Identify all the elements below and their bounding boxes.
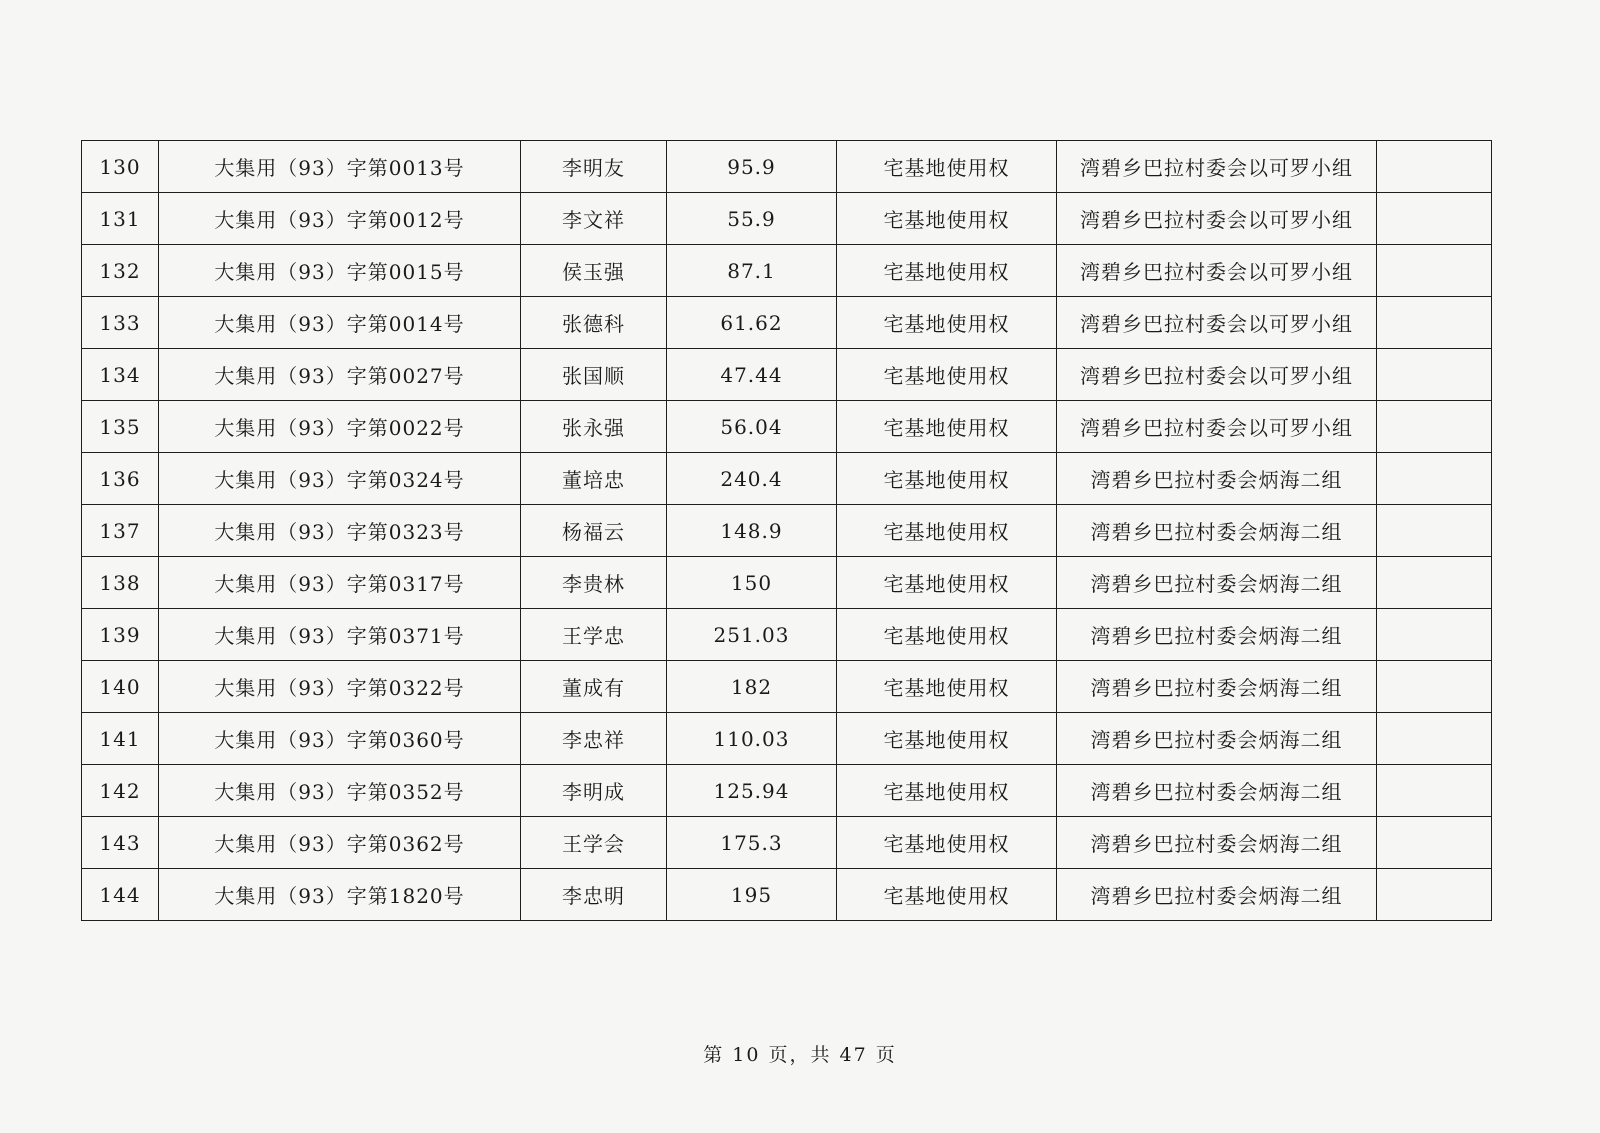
note-cell (1377, 505, 1492, 557)
location-cell: 湾碧乡巴拉村委会炳海二组 (1057, 765, 1377, 817)
owner-name-cell: 李忠明 (521, 869, 667, 921)
row-number-cell: 130 (82, 141, 159, 193)
right-type-cell: 宅基地使用权 (837, 297, 1057, 349)
note-cell (1377, 245, 1492, 297)
note-cell (1377, 765, 1492, 817)
certificate-number-cell: 大集用（93）字第0371号 (159, 609, 521, 661)
table-row (82, 609, 1492, 661)
location-cell: 湾碧乡巴拉村委会炳海二组 (1057, 557, 1377, 609)
page-number: 第 10 页，共 47 页 (703, 1044, 897, 1066)
table-row (82, 557, 1492, 609)
table-row (82, 817, 1492, 869)
table-row (82, 713, 1492, 765)
table-row (82, 505, 1492, 557)
table-body (82, 141, 1492, 921)
right-type-cell: 宅基地使用权 (837, 609, 1057, 661)
location-cell: 湾碧乡巴拉村委会以可罗小组 (1057, 141, 1377, 193)
certificate-number-cell: 大集用（93）字第0015号 (159, 245, 521, 297)
location-cell: 湾碧乡巴拉村委会炳海二组 (1057, 817, 1377, 869)
table-row (82, 869, 1492, 921)
owner-name-cell: 王学忠 (521, 609, 667, 661)
row-number-cell: 132 (82, 245, 159, 297)
location-cell: 湾碧乡巴拉村委会炳海二组 (1057, 609, 1377, 661)
certificate-number-cell: 大集用（93）字第0022号 (159, 401, 521, 453)
note-cell (1377, 609, 1492, 661)
note-cell (1377, 349, 1492, 401)
location-cell: 湾碧乡巴拉村委会以可罗小组 (1057, 349, 1377, 401)
table-row (82, 401, 1492, 453)
certificate-number-cell: 大集用（93）字第0323号 (159, 505, 521, 557)
location-cell: 湾碧乡巴拉村委会炳海二组 (1057, 661, 1377, 713)
location-cell: 湾碧乡巴拉村委会炳海二组 (1057, 505, 1377, 557)
note-cell (1377, 713, 1492, 765)
certificate-number-cell: 大集用（93）字第0014号 (159, 297, 521, 349)
location-cell: 湾碧乡巴拉村委会以可罗小组 (1057, 401, 1377, 453)
note-cell (1377, 453, 1492, 505)
table-row (82, 297, 1492, 349)
table-row (82, 349, 1492, 401)
row-number-cell: 140 (82, 661, 159, 713)
location-cell: 湾碧乡巴拉村委会炳海二组 (1057, 453, 1377, 505)
owner-name-cell: 李文祥 (521, 193, 667, 245)
location-cell: 湾碧乡巴拉村委会以可罗小组 (1057, 193, 1377, 245)
certificate-number-cell: 大集用（93）字第0012号 (159, 193, 521, 245)
location-cell: 湾碧乡巴拉村委会以可罗小组 (1057, 297, 1377, 349)
row-number-cell: 138 (82, 557, 159, 609)
owner-name-cell: 张德科 (521, 297, 667, 349)
right-type-cell: 宅基地使用权 (837, 505, 1057, 557)
owner-name-cell: 张永强 (521, 401, 667, 453)
row-number-cell: 131 (82, 193, 159, 245)
area-cell: 55.9 (667, 193, 837, 245)
certificate-number-cell: 大集用（93）字第0360号 (159, 713, 521, 765)
table-row (82, 193, 1492, 245)
owner-name-cell: 王学会 (521, 817, 667, 869)
certificate-number-cell: 大集用（93）字第1820号 (159, 869, 521, 921)
owner-name-cell: 侯玉强 (521, 245, 667, 297)
row-number-cell: 141 (82, 713, 159, 765)
table-row (82, 661, 1492, 713)
row-number-cell: 133 (82, 297, 159, 349)
row-number-cell: 139 (82, 609, 159, 661)
location-cell: 湾碧乡巴拉村委会以可罗小组 (1057, 245, 1377, 297)
area-cell: 148.9 (667, 505, 837, 557)
table-row (82, 141, 1492, 193)
area-cell: 195 (667, 869, 837, 921)
certificate-number-cell: 大集用（93）字第0013号 (159, 141, 521, 193)
owner-name-cell: 李忠祥 (521, 713, 667, 765)
owner-name-cell: 董培忠 (521, 453, 667, 505)
table-row (82, 453, 1492, 505)
note-cell (1377, 297, 1492, 349)
note-cell (1377, 401, 1492, 453)
right-type-cell: 宅基地使用权 (837, 401, 1057, 453)
certificate-number-cell: 大集用（93）字第0027号 (159, 349, 521, 401)
area-cell: 56.04 (667, 401, 837, 453)
right-type-cell: 宅基地使用权 (837, 765, 1057, 817)
right-type-cell: 宅基地使用权 (837, 141, 1057, 193)
certificate-number-cell: 大集用（93）字第0324号 (159, 453, 521, 505)
location-cell: 湾碧乡巴拉村委会炳海二组 (1057, 869, 1377, 921)
right-type-cell: 宅基地使用权 (837, 557, 1057, 609)
right-type-cell: 宅基地使用权 (837, 193, 1057, 245)
area-cell: 240.4 (667, 453, 837, 505)
location-cell: 湾碧乡巴拉村委会炳海二组 (1057, 713, 1377, 765)
right-type-cell: 宅基地使用权 (837, 869, 1057, 921)
note-cell (1377, 661, 1492, 713)
certificate-number-cell: 大集用（93）字第0317号 (159, 557, 521, 609)
owner-name-cell: 董成有 (521, 661, 667, 713)
area-cell: 175.3 (667, 817, 837, 869)
area-cell: 95.9 (667, 141, 837, 193)
note-cell (1377, 141, 1492, 193)
right-type-cell: 宅基地使用权 (837, 661, 1057, 713)
row-number-cell: 134 (82, 349, 159, 401)
note-cell (1377, 557, 1492, 609)
certificate-number-cell: 大集用（93）字第0362号 (159, 817, 521, 869)
area-cell: 61.62 (667, 297, 837, 349)
area-cell: 182 (667, 661, 837, 713)
land-registry-table (81, 140, 1492, 921)
area-cell: 125.94 (667, 765, 837, 817)
note-cell (1377, 869, 1492, 921)
area-cell: 47.44 (667, 349, 837, 401)
right-type-cell: 宅基地使用权 (837, 349, 1057, 401)
owner-name-cell: 张国顺 (521, 349, 667, 401)
note-cell (1377, 817, 1492, 869)
row-number-cell: 135 (82, 401, 159, 453)
owner-name-cell: 杨福云 (521, 505, 667, 557)
row-number-cell: 143 (82, 817, 159, 869)
right-type-cell: 宅基地使用权 (837, 713, 1057, 765)
area-cell: 110.03 (667, 713, 837, 765)
row-number-cell: 136 (82, 453, 159, 505)
row-number-cell: 142 (82, 765, 159, 817)
table-row (82, 765, 1492, 817)
row-number-cell: 144 (82, 869, 159, 921)
row-number-cell: 137 (82, 505, 159, 557)
area-cell: 251.03 (667, 609, 837, 661)
right-type-cell: 宅基地使用权 (837, 817, 1057, 869)
right-type-cell: 宅基地使用权 (837, 453, 1057, 505)
certificate-number-cell: 大集用（93）字第0352号 (159, 765, 521, 817)
right-type-cell: 宅基地使用权 (837, 245, 1057, 297)
note-cell (1377, 193, 1492, 245)
area-cell: 150 (667, 557, 837, 609)
table-row (82, 245, 1492, 297)
owner-name-cell: 李明成 (521, 765, 667, 817)
owner-name-cell: 李明友 (521, 141, 667, 193)
owner-name-cell: 李贵林 (521, 557, 667, 609)
area-cell: 87.1 (667, 245, 837, 297)
certificate-number-cell: 大集用（93）字第0322号 (159, 661, 521, 713)
